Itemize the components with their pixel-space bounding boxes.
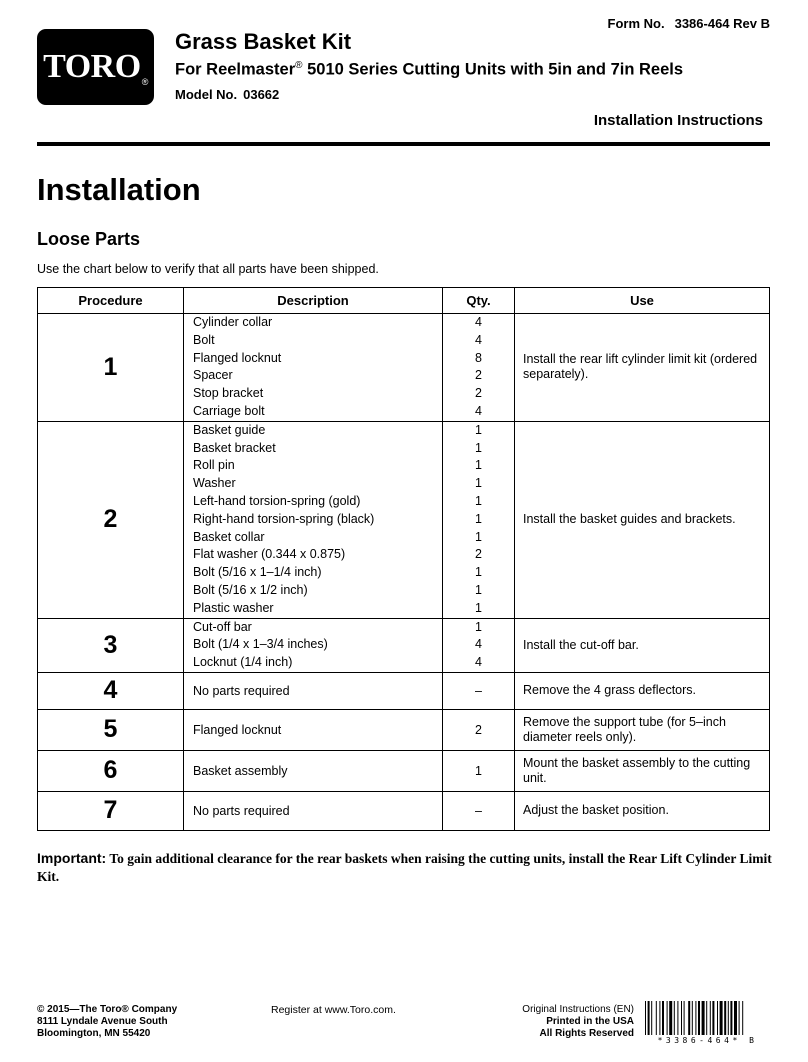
description-cell (184, 421, 443, 618)
barcode-bar (734, 1001, 737, 1035)
barcode-bar (677, 1001, 678, 1035)
barcode-image (645, 1001, 770, 1035)
procedure-number: 3 (38, 618, 184, 672)
qty-item: 4 (475, 403, 482, 418)
register-text: Register at www.Toro.com. (271, 1004, 396, 1016)
description-item: Basket collar (193, 529, 265, 544)
model-number (175, 87, 279, 102)
qty-item: – (475, 683, 482, 698)
description-cell (184, 750, 443, 791)
table-row (38, 672, 770, 709)
form-number-value: 3386-464 Rev B (674, 16, 770, 31)
barcode-bar (739, 1001, 740, 1035)
description-item: No parts required (193, 683, 290, 698)
qty-item: 4 (475, 655, 482, 670)
description-cell (184, 314, 443, 422)
qty-cell (443, 750, 515, 791)
document-title: Grass Basket Kit (175, 29, 352, 54)
header-divider (37, 142, 770, 146)
logo-text: TORO (43, 48, 141, 85)
description-item: Cut-off bar (193, 619, 252, 634)
toro-logo (37, 29, 154, 105)
description-cell (184, 618, 443, 672)
qty-item: 1 (475, 458, 482, 473)
table-row (38, 314, 770, 422)
barcode-bar (681, 1001, 682, 1035)
use-cell: Install the cut-off bar. (515, 618, 770, 672)
important-note (37, 849, 772, 886)
barcode-bar (648, 1001, 650, 1035)
description-item: Flanged locknut (193, 722, 282, 737)
qty-item: 2 (475, 547, 482, 562)
barcode-bar (730, 1001, 732, 1035)
intro-text: Use the chart below to verify that all parts have been shipped. (37, 262, 379, 276)
qty-item: 4 (475, 637, 482, 652)
qty-item: 1 (475, 440, 482, 455)
description-item: Right-hand torsion-spring (black) (193, 511, 375, 526)
barcode-bar (724, 1001, 726, 1035)
document-subtitle (175, 60, 683, 80)
qty-item: 1 (475, 529, 482, 544)
barcode-bar (667, 1001, 668, 1035)
use-cell: Install the rear lift cylinder limit kit (ordered separately). (515, 314, 770, 422)
barcode-bar (706, 1001, 707, 1035)
description-item: Washer (193, 476, 236, 491)
description-item: Bolt (5/16 x 1/2 inch) (193, 582, 308, 597)
qty-cell (443, 672, 515, 709)
table-row (38, 618, 770, 672)
description-item: Basket guide (193, 422, 266, 437)
barcode-bar (742, 1001, 743, 1035)
description-item: Basket assembly (193, 763, 288, 778)
barcode-bar (692, 1001, 693, 1035)
barcode-bar (695, 1001, 696, 1035)
barcode-bar (669, 1001, 672, 1035)
use-cell: Remove the support tube (for 5–inch diameter reels only). (515, 709, 770, 750)
qty-item: 4 (475, 315, 482, 329)
qty-cell (443, 791, 515, 830)
section-heading: Installation (37, 172, 201, 207)
barcode-bar (728, 1001, 729, 1035)
header-use: Use (515, 288, 770, 314)
model-number-value: 03662 (243, 87, 280, 102)
barcode-bar (659, 1001, 660, 1035)
barcode-bar (688, 1001, 690, 1035)
important-text: To gain additional clearance for the rear baskets when raising the cutting units, install the Rear Lift Cylinder Limit Kit. (37, 851, 772, 884)
description-cell (184, 672, 443, 709)
qty-item: 1 (475, 763, 482, 778)
description-item: Stop bracket (193, 386, 264, 401)
header-procedure: Procedure (38, 288, 184, 314)
qty-item: 4 (475, 332, 482, 347)
description-item: Bolt (193, 332, 215, 347)
header-qty: Qty. (443, 288, 515, 314)
company-line: 8111 Lyndale Avenue South (37, 1016, 168, 1027)
table-row (38, 750, 770, 791)
barcode-bar (720, 1001, 723, 1035)
barcode-bar (645, 1001, 646, 1035)
company-address (37, 1004, 177, 1040)
description-cell (184, 791, 443, 830)
loose-parts-table (37, 287, 770, 831)
barcode-bar (717, 1001, 718, 1035)
qty-item: 1 (475, 476, 482, 491)
qty-item: 2 (475, 386, 482, 401)
description-item: Flanged locknut (193, 350, 282, 365)
qty-item: 2 (475, 722, 482, 737)
barcode-bar (684, 1001, 685, 1035)
qty-cell (443, 618, 515, 672)
document-type: Installation Instructions (593, 112, 763, 129)
rights-reserved: All Rights Reserved (539, 1028, 634, 1039)
qty-item: 1 (475, 600, 482, 615)
barcode-bar (651, 1001, 652, 1035)
use-cell: Remove the 4 grass deflectors. (515, 672, 770, 709)
description-cell (184, 709, 443, 750)
table-row (38, 709, 770, 750)
qty-item: 2 (475, 368, 482, 383)
qty-item: 1 (475, 582, 482, 597)
subtitle-post: 5010 Series Cutting Units with 5in and 7in Reels (302, 60, 684, 79)
procedure-number: 4 (38, 672, 184, 709)
procedure-number: 6 (38, 750, 184, 791)
form-number-label: Form No. (607, 16, 665, 31)
header-description: Description (184, 288, 443, 314)
use-cell: Install the basket guides and brackets. (515, 421, 770, 618)
subtitle-pre: For Reelmaster (175, 60, 296, 79)
qty-item: 1 (475, 565, 482, 580)
description-item: Roll pin (193, 458, 235, 473)
company-line: Bloomington, MN 55420 (37, 1028, 151, 1039)
procedure-number: 2 (38, 421, 184, 618)
procedure-number: 7 (38, 791, 184, 830)
barcode-bar (702, 1001, 705, 1035)
barcode-bar (674, 1001, 675, 1035)
model-number-label: Model No. (175, 87, 238, 102)
description-item: No parts required (193, 803, 290, 818)
barcode-bar (662, 1001, 664, 1035)
original-instructions: Original Instructions (EN) (522, 1004, 634, 1015)
description-item: Cylinder collar (193, 315, 273, 329)
description-item: Basket bracket (193, 440, 276, 455)
barcode-bar (656, 1001, 657, 1035)
printed-in: Printed in the USA (546, 1016, 634, 1027)
table-row (38, 421, 770, 618)
use-cell: Mount the basket assembly to the cutting unit. (515, 750, 770, 791)
qty-cell (443, 709, 515, 750)
description-item: Bolt (1/4 x 1–3/4 inches) (193, 637, 328, 652)
company-line: © 2015—The Toro® Company (37, 1004, 178, 1015)
barcode-bar (712, 1001, 714, 1035)
description-item: Flat washer (0.344 x 0.875) (193, 547, 346, 562)
print-info (480, 1004, 634, 1040)
section-subheading: Loose Parts (37, 229, 141, 249)
qty-item: 1 (475, 493, 482, 508)
subtitle-registered-mark: ® (295, 60, 303, 71)
qty-cell (443, 314, 515, 422)
qty-cell (443, 421, 515, 618)
qty-item: – (475, 803, 482, 818)
description-item: Bolt (5/16 x 1–1/4 inch) (193, 565, 322, 580)
procedure-number: 1 (38, 314, 184, 422)
description-item: Plastic washer (193, 600, 274, 615)
qty-item: 1 (475, 619, 482, 634)
barcode-text: *3386-464* B (657, 1036, 758, 1045)
use-cell: Adjust the basket position. (515, 791, 770, 830)
important-label: Important: (37, 850, 107, 866)
qty-item: 1 (475, 422, 482, 437)
form-number (608, 16, 770, 31)
description-item: Carriage bolt (193, 403, 265, 418)
description-item: Left-hand torsion-spring (gold) (193, 493, 361, 508)
barcode-bar (698, 1001, 700, 1035)
qty-item: 8 (475, 350, 482, 365)
description-item: Locknut (1/4 inch) (193, 655, 293, 670)
procedure-number: 5 (38, 709, 184, 750)
barcode-bar (710, 1001, 711, 1035)
description-item: Spacer (193, 368, 233, 383)
table-header-row (38, 288, 770, 314)
table-row (38, 791, 770, 830)
logo-registered-mark: ® (141, 77, 148, 87)
qty-item: 1 (475, 511, 482, 526)
